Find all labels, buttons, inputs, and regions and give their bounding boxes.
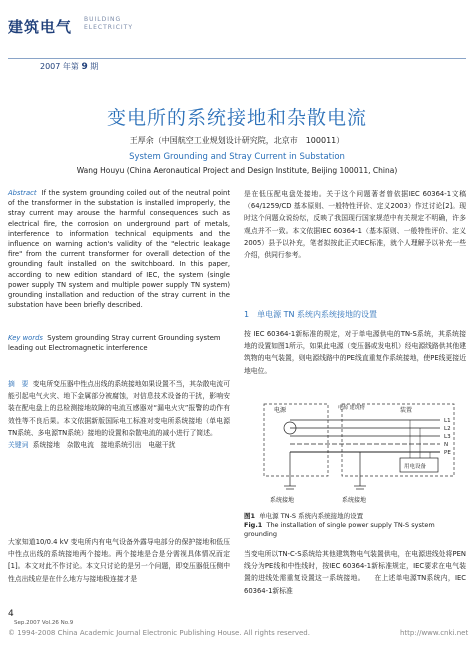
footer-copyright: © 1994-2008 China Academic Journal Electronic Publishing House. All rights reserved. (8, 629, 310, 637)
keywords-cn-label: 关键词 (8, 441, 29, 450)
body-right-mid: 按 IEC 60364-1新标准的规定，对于单电源供电的TN-S系统，其系统接地的设置如图1所示，如果此电源（变压器或发电机）经电源线路供其他建筑物的电气装置，则电源线路中的PE线直重复作系统接地，使PE线更接近地电位。 (244, 330, 466, 375)
footer-url[interactable]: http://www.cnki.net (400, 629, 469, 637)
fig-label-n: N (444, 442, 449, 448)
figure-caption-no: 图1 (244, 512, 256, 520)
header-rule (8, 58, 466, 59)
journal-logo-en (84, 16, 133, 32)
issue-year: 2007 (40, 62, 61, 71)
abstract-cn-label: 摘 要 (8, 380, 29, 388)
section-1-heading: 1 单电源 TN 系统内系统接地的设置 (244, 310, 378, 319)
footer-issue: Sep.2007 Vol.26 No.9 (14, 620, 74, 626)
issue-info (40, 61, 98, 72)
circuit-lines (284, 420, 440, 489)
figure-1-caption (244, 512, 466, 539)
fig-label-inst: 装置 (400, 407, 413, 414)
issue-label: 期 (90, 62, 99, 71)
fig-label-l3: L3 (444, 434, 451, 440)
figure-caption-en: The installation of single power supply TN-S system grounding (244, 521, 435, 538)
keywords-en-text: System grounding Stray current Grounding system leading out Electromagnetic interference (8, 334, 221, 353)
figure-caption-en-no: Fig.1 (244, 521, 263, 529)
issue-number: 9 (81, 62, 88, 72)
keywords-en (8, 333, 230, 353)
fig-label-equipment: 用电设备 (404, 464, 427, 470)
journal-logo: 建筑电气 (8, 18, 73, 36)
abstract-en-label: Abstract (8, 189, 37, 197)
source-box (264, 404, 328, 476)
abstract-cn-text: 变电所变压器中性点出线的系统接地如果设置不当，其杂散电流可能引起电气火灾、地下金属部分被腐蚀，对信息技术设备的干扰，影响安装在配电盘上的总检测接地故障的电流互感器对“漏电火灾”报警的动作有效性等不良后果。本文依据新版国际电工标准对变电所系统接地（单电源TN系统、多电源TN系统）接地的设置和杂散电流的减小进行了简述。 (8, 380, 231, 437)
body-right-bottom: 当变电所以TN-C-S系统给其他建筑物电气装置供电，在电源进线处将PEN线分为PE线和中性线时，按IEC 60364-1新标准规定，IEC要求在电气装置的进线处需重复设置这一系统接地。 在上述单电源TN系统内，IEC 60364-1新标准 (244, 550, 466, 595)
building-box (342, 404, 454, 476)
figure-caption-cn-row (244, 512, 466, 521)
keywords-cn-text: 系统接地 杂散电流 接地系统引出 电磁干扰 (32, 441, 176, 450)
journal-logo-en-line2: ELECTRICITY (84, 24, 134, 31)
article-author-cn: 王厚余（中国航空工业规划设计研究院，北京市 100011） (129, 136, 345, 145)
keywords-en-label: Key words (8, 334, 43, 342)
figure-caption-cn: 单电源 TN-S 系统内系统接地的设置 (259, 512, 364, 520)
abstract-cn (8, 378, 230, 451)
figure-caption-en-row (244, 521, 466, 539)
fig-label-system-grounding: 系统接地 (270, 497, 295, 504)
page-number: 4 (8, 609, 14, 619)
body-left: 大家知道10/0.4 kV 变电所内有电气设备外露导电部分的保护接地和低压中性点出线的系统接地两个接地。两个接地是合是分需视具体情况而定[1]。本文对此不作讨论。本文只讨论的是另一个问题，即变压器低压侧中性点出线应是在什么地方与接地极连接才是 (8, 538, 230, 583)
article-title-en: System Grounding and Stray Current in Substation (129, 152, 345, 162)
fig-label-building: 电源 建筑物 (338, 405, 365, 411)
article-author-en: Wang Houyu (China Aeronautical Project and Design Institute, Beijing 100011, China) (76, 166, 398, 175)
fig-label-repeat-grounding: 系统接地 (342, 497, 367, 504)
fig-label-source: 电源 (274, 407, 287, 414)
figure-1-diagram (250, 398, 464, 510)
fig-label-l2: L2 (444, 426, 451, 432)
fig-label-l1: L1 (444, 418, 451, 424)
body-right-top: 是在低压配电盘处接地。关于这个问题著者曾依据IEC 60364-1文稿（64/1259/CD 基本原则、一般特性评价、定义2003）作过讨论[2]。现时这个问题众说纷纭，反映了我国现行国家规范中有关规定不明确，许多观点并不一致。本文依据IEC 60364-1（基本原则、一般特性评价、定义2005）县予以补充，笔者拟按此正式IEC标准，就个人理解予以补充一些介绍，供同行参考。 (244, 190, 466, 260)
abstract-en (8, 188, 230, 310)
abstract-en-text: If the system grounding coiled out of the neutral point of the transformer in the substation is installed improperly, the stray current may arouse the harmful consequences such as electrical fire, the corrosion on underground part of metals, interference to information technical equipments and the influence on warning action's validity of the "electric leakage fire" from the current transformer for overall detection of the grounding fault installed on the switchboard. In this paper, according to new edition standard of IEC, the system (single power supply TN system and multiple power supply TN system) grounding installation and reduction of the stray current in the substation have been briefly described. (8, 189, 231, 310)
fig-label-pe: PE (444, 450, 451, 456)
journal-logo-en-line1: BUILDING (84, 16, 122, 23)
issue-vol-label: 年第 (62, 62, 79, 71)
article-title-cn: 变电所的系统接地和杂散电流 (106, 107, 367, 129)
